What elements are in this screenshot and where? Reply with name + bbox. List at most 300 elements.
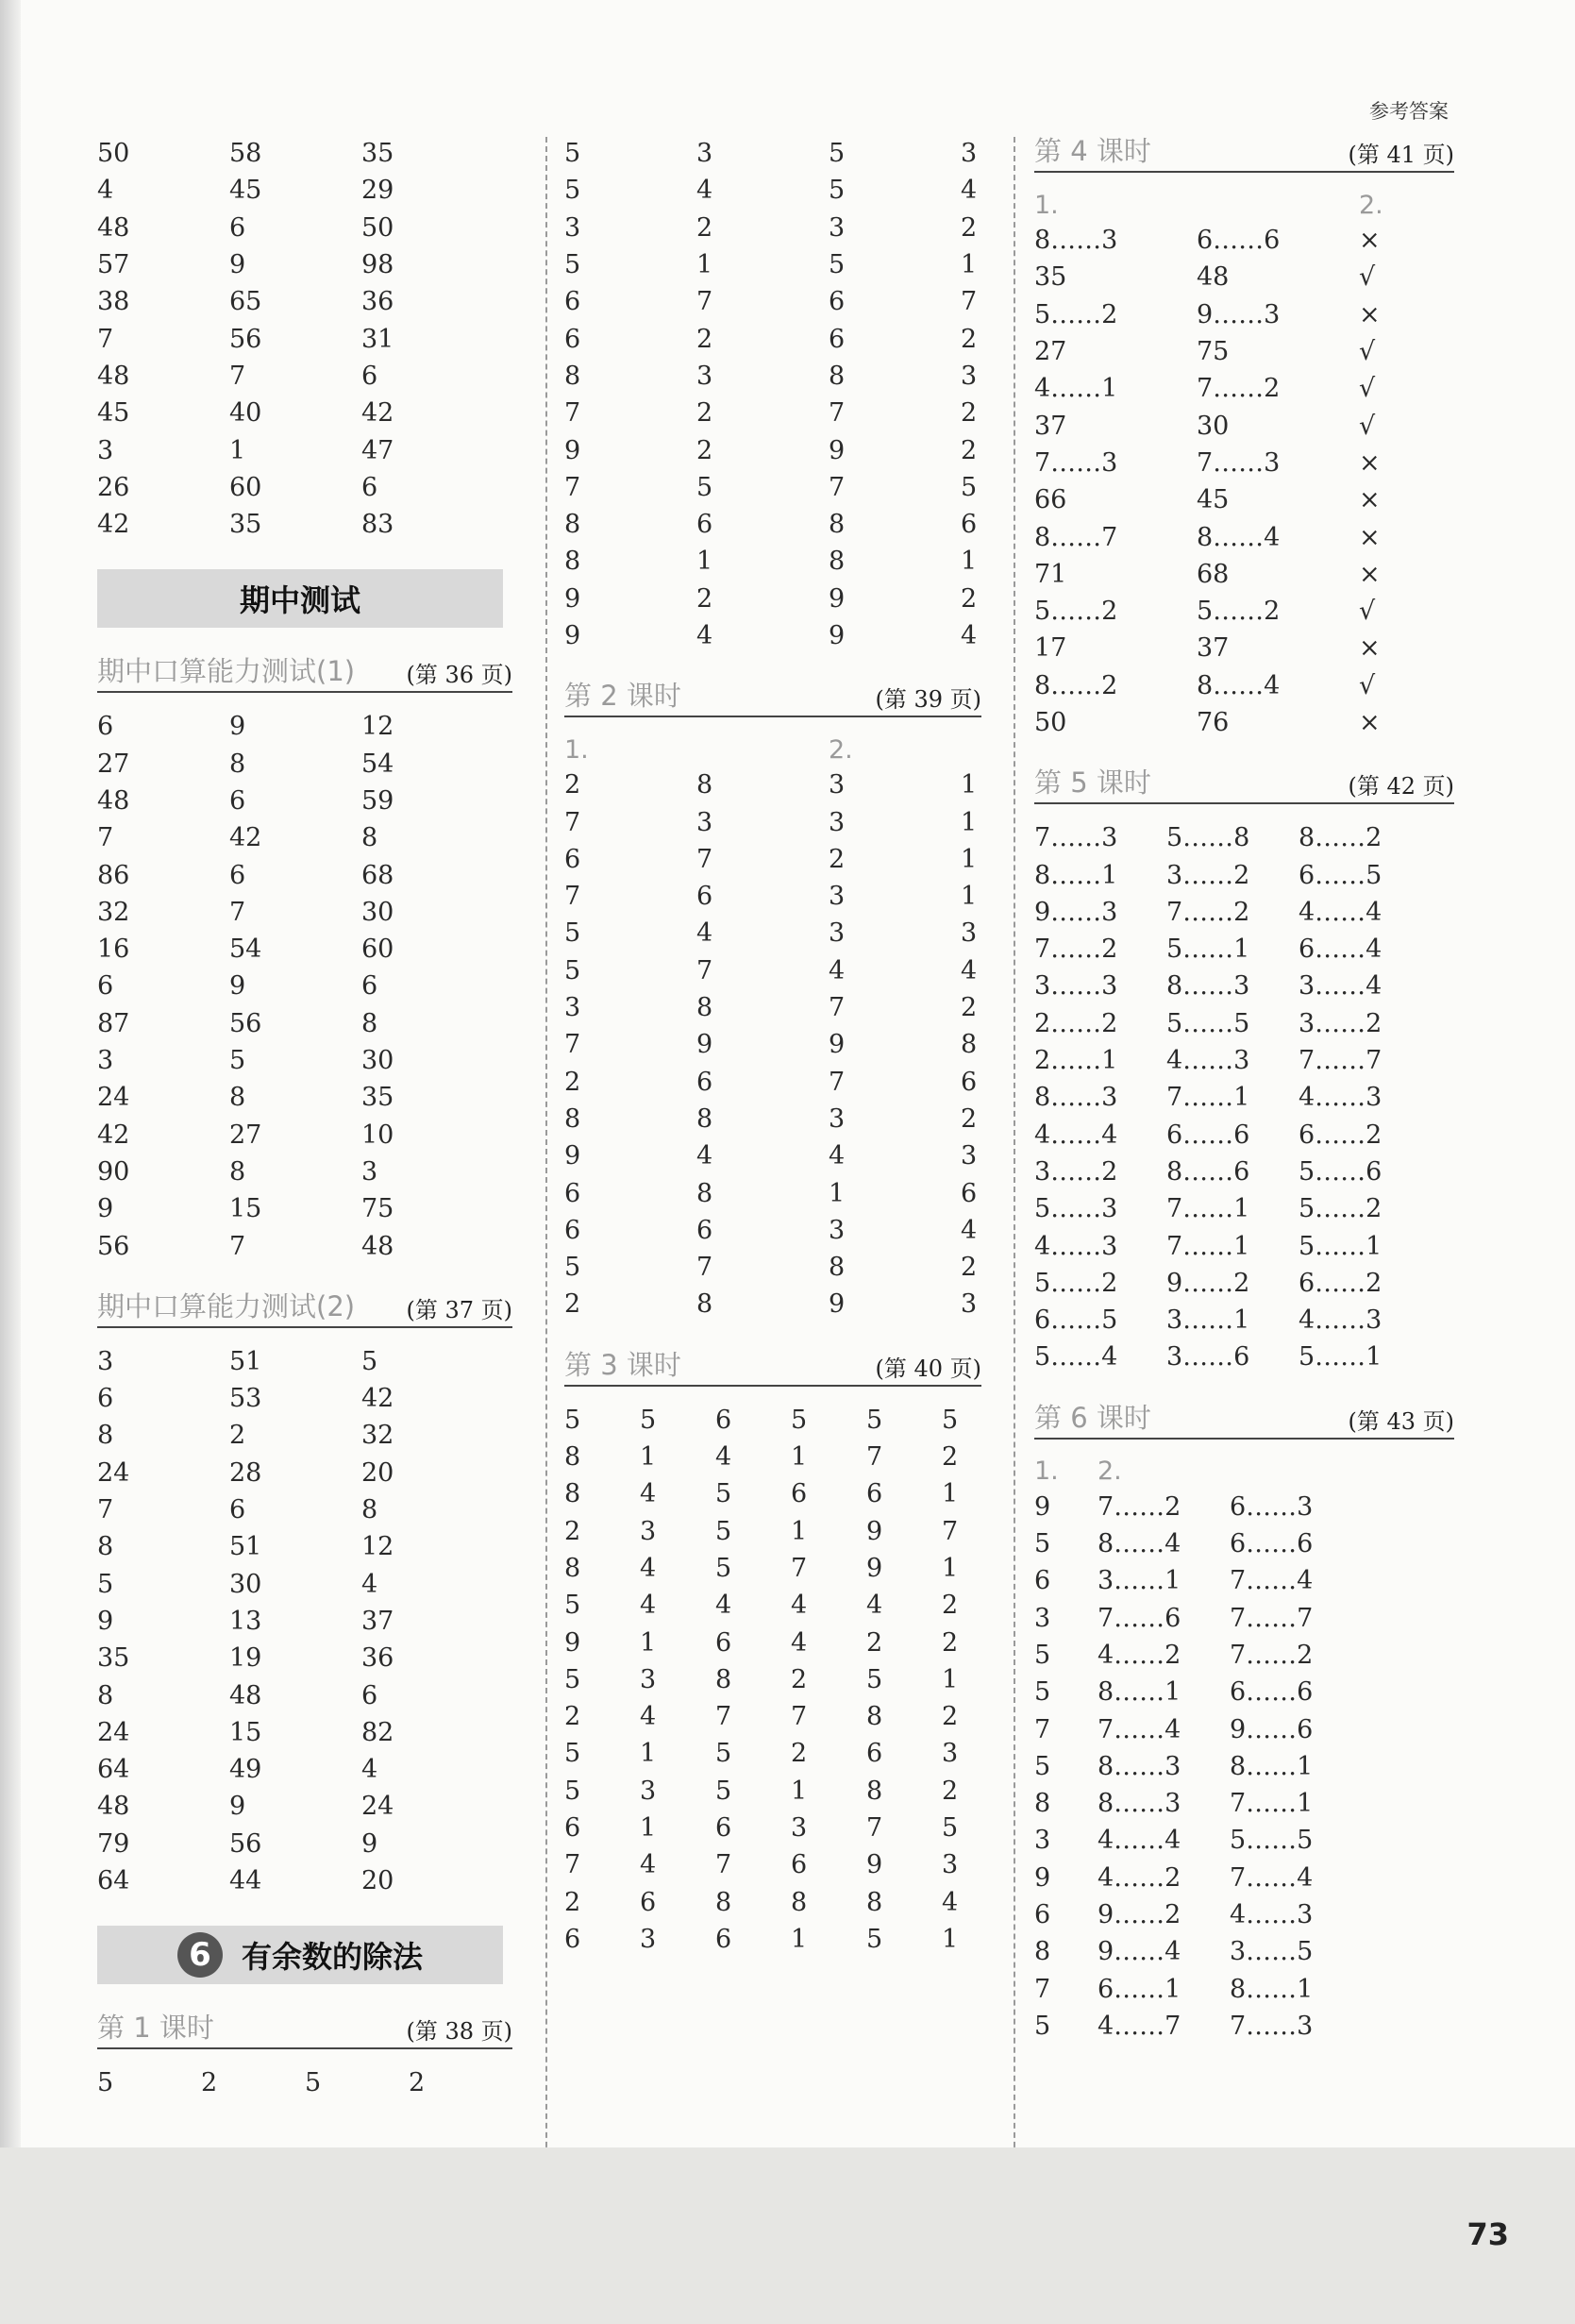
answer-cell: 3 [696,807,713,837]
answer-row [564,469,981,506]
answer-cell: 6 [696,882,713,912]
answer-row [564,1698,981,1735]
answer-cell: 7 [1034,1974,1051,2004]
answer-cell: 9 [564,621,581,650]
answer-cell: 7……1 [1166,1083,1250,1113]
answer-cell: 38 [97,287,130,317]
answer-cell: 6……2 [1299,1120,1382,1150]
answer-row [1034,445,1454,481]
answer-row [97,1079,512,1116]
answer-cell: 3 [829,1103,846,1134]
answer-cell: 31 [361,324,394,354]
answer-cell: 37 [1197,633,1230,664]
answer-row [564,1550,981,1587]
answer-cell: 6 [1034,1566,1051,1596]
answer-cell: 35 [361,1083,394,1113]
answer-cell: 8 [564,547,581,577]
answer-row [564,1064,981,1101]
answer-cell: 6 [229,786,246,816]
answer-cell: 26 [97,472,130,502]
answer-row [564,1402,981,1439]
answer-cell: 48 [97,1792,130,1822]
answer-block [1034,222,1454,741]
answer-cell: 6……4 [1299,935,1382,965]
answer-cell: × [1359,522,1381,552]
answer-row [97,968,512,1004]
section-header [97,2007,512,2049]
answer-cell: 2 [696,583,713,614]
answer-row [1034,296,1454,333]
answer-cell: 30 [229,1569,262,1599]
answer-cell: 6 [564,324,581,354]
question-labels [1034,1455,1454,1489]
answer-cell: 53 [229,1384,262,1414]
answer-cell: 98 [361,250,394,280]
answer-row [97,395,512,431]
answer-cell: 90 [97,1156,130,1187]
answer-cell: 5 [564,1591,581,1621]
answer-cell: 6 [715,1405,732,1435]
answer-cell: 7……3 [1034,823,1118,853]
answer-cell: 1 [640,1442,657,1473]
answer-cell: 4 [696,621,713,650]
answer-cell: 1 [961,770,978,800]
section-title: 第 5 课时 [1034,766,1151,800]
answer-row [564,1773,981,1810]
answer-cell: 6 [229,212,246,243]
answer-cell: 4……3 [1034,1231,1118,1261]
answer-row [97,1042,512,1079]
answer-cell: 7 [564,1850,581,1880]
answer-cell: 3……1 [1166,1305,1250,1336]
answer-cell: 2 [409,2068,426,2098]
answer-cell: 42 [361,1384,394,1414]
answer-cell: 17 [1034,633,1067,664]
answer-cell: 1 [791,1516,808,1546]
answer-cell: 2 [961,583,978,614]
answer-row [97,320,512,357]
answer-row [97,894,512,931]
answer-cell: 2 [791,1739,808,1769]
answer-cell: 82 [361,1717,394,1747]
answer-row [564,320,981,357]
answer-cell: 6 [97,971,114,1002]
answer-cell: 6 [564,844,581,874]
answer-cell: 86 [97,860,130,890]
answer-cell: 7……6 [1097,1603,1181,1633]
answer-row [97,246,512,283]
answer-cell: 5 [715,1553,732,1583]
answer-cell: 64 [97,1866,130,1896]
answer-row [97,469,512,506]
answer-row [564,358,981,395]
answer-cell: 3 [97,1346,114,1376]
answer-cell: 7 [229,1231,246,1261]
answer-row [1034,819,1454,856]
answer-cell: 4 [791,1591,808,1621]
answer-cell: 3 [942,1739,959,1769]
answer-cell: 3 [942,1850,959,1880]
answer-cell: 6 [866,1739,883,1769]
answer-cell: 9 [229,250,246,280]
answer-cell: 6 [361,971,378,1002]
answer-cell: 2 [961,993,978,1023]
answer-row [564,283,981,320]
answer-row [1034,704,1454,741]
answer-row [1034,1785,1454,1822]
answer-cell: 1 [640,1739,657,1769]
answer-cell: √ [1359,670,1376,700]
answer-row [1034,259,1454,295]
answer-cell: 28 [229,1457,262,1488]
answer-cell: 9 [564,1627,581,1658]
answer-cell: 5 [829,139,846,169]
answer-cell: 1 [791,1442,808,1473]
answer-cell: 48 [361,1231,394,1261]
answer-cell: 2 [942,1702,959,1732]
answer-cell: 83 [361,510,394,540]
answer-cell: 8 [564,1442,581,1473]
answer-cell: 9 [1034,1491,1051,1522]
answer-row [1034,593,1454,630]
answer-cell: 9 [866,1850,883,1880]
answer-cell: 9 [97,1606,114,1636]
answer-cell: 5 [640,1405,657,1435]
answer-cell: 3 [696,139,713,169]
answer-row [1034,333,1454,370]
answer-cell: 76 [1197,708,1230,737]
answer-cell: 8 [696,770,713,800]
answer-cell: 9 [829,621,846,650]
answer-cell: 5 [715,1479,732,1509]
answer-row [564,1174,981,1211]
answer-cell: 45 [97,398,130,429]
answer-row [1034,1489,1454,1525]
answer-cell: 3……1 [1097,1566,1181,1596]
answer-cell: 2 [961,1103,978,1134]
answer-row [564,1810,981,1846]
answer-row [564,1587,981,1624]
answer-cell: 48 [229,1680,262,1710]
answer-cell: 3 [829,212,846,243]
answer-row [564,135,981,172]
answer-cell: 4……1 [1034,374,1118,404]
answer-cell: 1 [829,1178,846,1208]
answer-cell: 8 [696,1103,713,1134]
answer-cell: 8 [229,1083,246,1113]
column-divider [1014,137,1015,2185]
answer-cell: 60 [229,472,262,502]
answer-cell: 8 [696,1289,713,1320]
answer-cell: 7 [696,844,713,874]
answer-cell: 51 [229,1346,262,1376]
answer-cell: 5 [564,918,581,949]
answer-cell: 8 [229,1156,246,1187]
answer-row [1034,222,1454,259]
answer-cell: 5 [866,1405,883,1435]
answer-row [564,1286,981,1322]
answer-cell: 45 [1197,485,1230,515]
answer-cell: 3……5 [1230,1937,1314,1967]
answer-cell: 7 [564,882,581,912]
answer-cell: 8 [866,1776,883,1806]
answer-cell: 7……1 [1230,1789,1314,1819]
answer-cell: 27 [97,749,130,779]
answer-cell: 8 [97,1421,114,1451]
answer-cell: 1 [942,1553,959,1583]
answer-row [564,1137,981,1174]
answer-cell: 4 [640,1702,657,1732]
answer-cell: 7……1 [1166,1231,1250,1261]
answer-cell: 24 [361,1792,394,1822]
answer-row [97,283,512,320]
answer-cell: 30 [361,897,394,927]
answer-row [564,1513,981,1550]
answer-row [564,431,981,468]
answer-cell: 3 [829,807,846,837]
answer-row [1034,1525,1454,1562]
answer-row [97,1117,512,1154]
answer-cell: 48 [97,361,130,391]
answer-cell: 6 [229,860,246,890]
answer-cell: 3 [961,139,978,169]
answer-row [97,746,512,783]
answer-cell: 7……2 [1097,1491,1181,1522]
answer-row [1034,1860,1454,1896]
answer-cell: 9 [696,1030,713,1060]
answer-cell: 5……2 [1034,1268,1118,1298]
answer-row [97,1417,512,1454]
answer-cell: 4……7 [1097,2011,1181,2041]
unit-title: 有余数的除法 [241,1939,423,1976]
answer-row [1034,894,1454,931]
answer-row [1034,1562,1454,1599]
answer-cell: 5 [1034,1677,1051,1708]
answer-cell: 6……3 [1230,1491,1314,1522]
section-header [564,1344,981,1387]
answer-cell: 9……6 [1230,1714,1314,1744]
answer-cell: 1 [640,1813,657,1844]
answer-cell: 8……3 [1034,1083,1118,1113]
answer-cell: 4……4 [1034,1120,1118,1150]
answer-cell: 6 [696,1215,713,1245]
answer-cell: 5……2 [1197,597,1281,627]
answer-cell: 5 [305,2068,322,2098]
answer-cell: 8……1 [1034,860,1118,890]
answer-cell: 7 [791,1553,808,1583]
answer-cell: 42 [97,1120,130,1150]
answer-cell: 9 [829,435,846,465]
answer-cell: 4 [961,621,978,650]
answer-cell: √ [1359,262,1376,293]
question-label: 2. [1097,1457,1122,1487]
section-title: 期中口算能力测试(2) [97,1289,356,1322]
answer-cell: 8 [361,1495,378,1525]
answer-cell: 35 [1034,262,1067,293]
answer-cell: 4 [791,1627,808,1658]
answer-cell: 59 [361,786,394,816]
answer-cell: 12 [361,1532,394,1562]
answer-cell: 35 [97,1643,130,1674]
answer-row [564,1661,981,1698]
answer-cell: 4……2 [1097,1862,1181,1893]
answer-cell: 8 [696,993,713,1023]
section-header [1034,130,1454,173]
answer-cell: 3……2 [1299,1008,1382,1038]
answer-cell: 3 [564,993,581,1023]
answer-cell: 56 [229,1828,262,1859]
answer-cell: 8……3 [1097,1789,1181,1819]
answer-cell: 57 [97,250,130,280]
answer-cell: √ [1359,374,1376,404]
answer-cell: 24 [97,1083,130,1113]
answer-row [97,1491,512,1528]
answer-cell: 9……2 [1166,1268,1250,1298]
answer-row [1034,968,1454,1004]
answer-cell: 7 [564,472,581,502]
answer-cell: 6 [564,1813,581,1844]
answer-cell: 30 [1197,411,1230,441]
answer-cell: 4 [640,1553,657,1583]
answer-cell: 5 [1034,1751,1051,1781]
answer-cell: 8 [361,823,378,853]
answer-row [1034,1933,1454,1970]
answer-cell: 12 [361,712,394,742]
answer-cell: 68 [361,860,394,890]
answer-cell: 5 [1034,1529,1051,1559]
answer-block [1034,1489,1454,2045]
answer-row [1034,1190,1454,1227]
answer-row [1034,518,1454,555]
answer-cell: 75 [1197,337,1230,367]
answer-cell: 5……5 [1230,1826,1314,1856]
answer-row [1034,1970,1454,2007]
footer-band [0,2147,1575,2324]
answer-row [564,841,981,878]
unit-banner [97,1926,503,1984]
answer-cell: 4……2 [1097,1640,1181,1670]
answer-cell: 9 [229,712,246,742]
answer-cell: 2 [696,435,713,465]
answer-cell: 9 [866,1553,883,1583]
answer-cell: 6 [696,510,713,540]
answer-cell: 4……3 [1230,1900,1314,1930]
answer-cell: 4……4 [1299,897,1382,927]
answer-cell: 2 [564,1067,581,1097]
answer-cell: 7 [829,398,846,429]
answer-cell: 2 [961,435,978,465]
answer-cell: 5 [1034,1640,1051,1670]
answer-cell: × [1359,226,1381,256]
answer-cell: 2 [961,1253,978,1283]
answer-cell: × [1359,299,1381,329]
answer-cell: 54 [229,935,262,965]
answer-cell: 15 [229,1717,262,1747]
answer-cell: 45 [229,176,262,206]
answer-row [1034,1339,1454,1375]
answer-cell: 15 [229,1194,262,1224]
answer-cell: 7 [791,1702,808,1732]
answer-cell: 50 [1034,708,1067,737]
answer-cell: 5……5 [1166,1008,1250,1038]
answer-cell: 3……3 [1034,971,1118,1002]
answer-cell: 8……4 [1197,522,1281,552]
answer-cell: 7……4 [1230,1566,1314,1596]
answer-cell: 1 [961,882,978,912]
answer-cell: 1 [942,1479,959,1509]
answer-cell: 6 [866,1479,883,1509]
answer-cell: 6 [361,361,378,391]
answer-cell: 7 [961,287,978,317]
answer-cell: 2 [829,844,846,874]
answer-cell: 5 [229,1046,246,1076]
answer-cell: 5 [97,1569,114,1599]
answer-cell: 2 [942,1627,959,1658]
answer-cell: 3 [1034,1826,1051,1856]
answer-cell: 42 [229,823,262,853]
answer-cell: 8 [97,1532,114,1562]
answer-cell: 2 [696,212,713,243]
answer-cell: 4 [696,918,713,949]
column-2 [564,135,981,1958]
answer-cell: 4 [696,176,713,206]
answer-cell: 4 [942,1887,959,1917]
answer-cell: 6 [1034,1900,1051,1930]
section-page: (第 42 页) [1348,773,1454,800]
answer-cell: 3 [361,1156,378,1187]
section-page: (第 43 页) [1348,1407,1454,1435]
answer-block [564,1402,981,1958]
answer-cell: 3 [829,882,846,912]
answer-cell: 6……6 [1166,1120,1250,1150]
answer-row [564,1624,981,1660]
answer-row [1034,1227,1454,1264]
answer-cell: 9 [564,583,581,614]
answer-cell: 3 [640,1924,657,1954]
answer-cell: 2 [961,398,978,429]
answer-cell: 8 [564,1479,581,1509]
answer-cell: 8……1 [1097,1677,1181,1708]
answer-row [97,856,512,893]
answer-cell: 7 [715,1702,732,1732]
answer-cell: 5……3 [1034,1194,1118,1224]
section-header [1034,762,1454,804]
answer-block [564,766,981,1322]
answer-row [97,1603,512,1640]
answer-cell: × [1359,485,1381,515]
answer-cell: 66 [1034,485,1067,515]
answer-cell: 68 [1197,559,1230,589]
answer-cell: 6……5 [1299,860,1382,890]
answer-cell: 3……2 [1034,1156,1118,1187]
answer-cell: 3 [961,918,978,949]
answer-row [564,1846,981,1883]
section-title: 第 6 课时 [1034,1401,1151,1434]
question-label: 2. [829,734,853,765]
section-title: 第 4 课时 [1034,135,1151,167]
answer-cell: 2 [696,324,713,354]
answer-cell: 5 [564,1739,581,1769]
answer-cell: 58 [229,139,262,169]
answer-cell: 6 [640,1887,657,1917]
answer-cell: 60 [361,935,394,965]
answer-cell: 6 [696,1067,713,1097]
answer-cell: 7……2 [1230,1640,1314,1670]
answer-cell: 8 [1034,1937,1051,1967]
answer-cell: 6……6 [1230,1677,1314,1708]
answer-block [1034,819,1454,1375]
answer-cell: 1 [961,250,978,280]
